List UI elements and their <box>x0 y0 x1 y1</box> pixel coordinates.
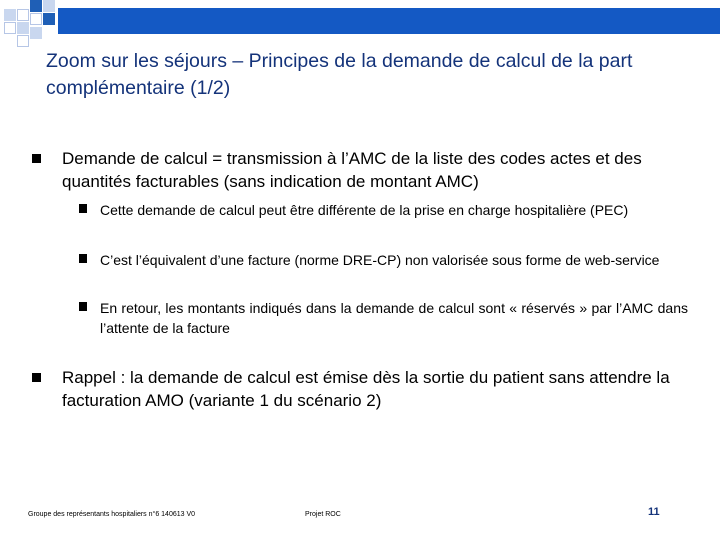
square-bullet-icon <box>32 373 41 382</box>
deco-square <box>17 22 29 34</box>
subbullet-text: C’est l’équivalent d’une facture (norme DRE-CP) non valorisée sous forme de web-service <box>100 252 660 268</box>
bullet-item <box>62 147 690 193</box>
deco-square <box>4 9 16 21</box>
deco-square <box>30 0 42 12</box>
subbullet-text: En retour, les montants indiqués dans la demande de calcul sont « réservés » par l’AMC dans l’attente de la facture <box>100 300 688 336</box>
page-number: 11 <box>648 506 660 518</box>
slide-title: Zoom sur les séjours – Principes de la demande de calcul de la part complémentaire (1/2) <box>46 50 633 99</box>
subbullet-item <box>100 200 688 220</box>
square-bullet-icon <box>79 254 87 263</box>
bullet-text: Rappel : la demande de calcul est émise dès la sortie du patient sans attendre la facturation AMO (variante 1 du scénario 2) <box>62 368 670 410</box>
subbullet-item <box>100 298 688 338</box>
deco-square <box>43 0 55 12</box>
deco-square <box>17 9 29 21</box>
bullet-item <box>62 366 690 412</box>
bullet-text: Demande de calcul = transmission à l’AMC de la liste des codes actes et des quantités facturables (sans indication de montant AMC) <box>62 149 642 191</box>
square-bullet-icon <box>79 302 87 311</box>
deco-square <box>30 13 42 25</box>
deco-square <box>4 22 16 34</box>
subbullet-item <box>100 250 688 270</box>
footer-center: Projet ROC <box>305 511 341 518</box>
subbullet-text: Cette demande de calcul peut être différente de la prise en charge hospitalière (PEC) <box>100 202 629 218</box>
deco-square <box>43 13 55 25</box>
header-bar <box>58 8 720 34</box>
deco-square <box>30 27 42 39</box>
footer-left: Groupe des représentants hospitaliers n°6 140613 V0 <box>28 511 196 518</box>
square-bullet-icon <box>79 204 87 213</box>
square-bullet-icon <box>32 154 41 163</box>
deco-square <box>17 35 29 47</box>
